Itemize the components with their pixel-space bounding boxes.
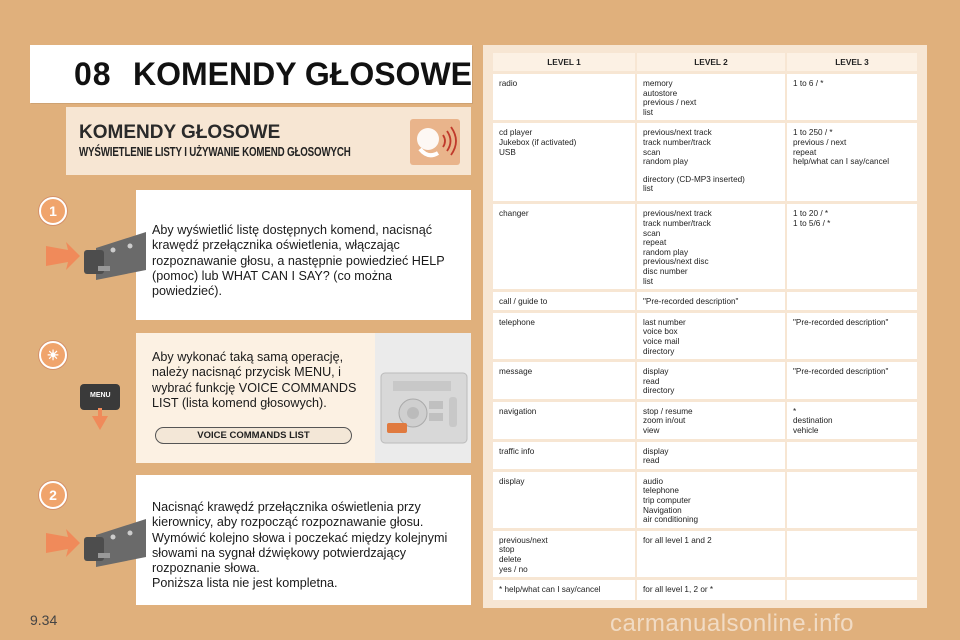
table-cell: navigation bbox=[493, 402, 637, 439]
step-1-badge: 1 bbox=[39, 197, 67, 225]
cell-text: previous/next track track number/track scan random play bbox=[643, 128, 712, 167]
table-cell: display read directory bbox=[637, 362, 787, 399]
table-cell bbox=[787, 531, 919, 577]
menu-key-label: MENU bbox=[90, 392, 111, 399]
column-header: LEVEL 3 bbox=[787, 53, 919, 71]
tip-badge bbox=[39, 341, 67, 369]
table-row bbox=[493, 442, 919, 469]
cell-text: directory (CD-MP3 inserted) list bbox=[643, 174, 745, 194]
table-cell: traffic info bbox=[493, 442, 637, 469]
table-cell: memory autostore previous / next list bbox=[637, 74, 787, 120]
step-2-badge: 2 bbox=[39, 481, 67, 509]
table-cell: telephone bbox=[493, 313, 637, 359]
table-cell: for all level 1, 2 or * bbox=[637, 580, 787, 600]
table-cell: changer bbox=[493, 204, 637, 289]
table-cell: previous/next track track number/track scan repeat random play previous/next disc disc number list bbox=[637, 204, 787, 289]
table-row bbox=[493, 292, 919, 310]
table-row bbox=[493, 123, 919, 201]
table-cell bbox=[787, 580, 919, 600]
light-stalk-image-1 bbox=[38, 228, 148, 288]
table-row bbox=[493, 204, 919, 289]
voice-commands-list-button[interactable]: VOICE COMMANDS LIST bbox=[155, 427, 352, 444]
section-title: KOMENDY GŁOSOWE bbox=[79, 122, 281, 143]
voice-commands-table bbox=[493, 50, 919, 603]
table-cell: "Pre-recorded description" bbox=[787, 362, 919, 399]
table-row bbox=[493, 531, 919, 577]
table-cell: display bbox=[493, 472, 637, 528]
table-cell bbox=[787, 292, 919, 310]
chapter-title: KOMENDY GŁOSOWE bbox=[133, 56, 472, 92]
table-cell: radio bbox=[493, 74, 637, 120]
voice-command-icon bbox=[410, 119, 460, 165]
table-cell: display read bbox=[637, 442, 787, 469]
section-subtitle: WYŚWIETLENIE LISTY I UŻYWANIE KOMEND GŁOSOWYCH bbox=[79, 145, 351, 159]
table-cell: cd player Jukebox (if activated) USB bbox=[493, 123, 637, 201]
table-cell: call / guide to bbox=[493, 292, 637, 310]
table-header-row bbox=[493, 53, 919, 71]
step-2-text: Nacisnąć krawędź przełącznika oświetlenia przy kierownicy, aby rozpocząć rozpoznawanie głosu. Wymówić kolejno słowa i poczekać między kolejnymi słowami na sygnał dźwiękowy potwierdzający rozpoznanie słowa. Poniższa lista nie jest kompletna. bbox=[152, 500, 448, 591]
table-row bbox=[493, 580, 919, 600]
column-header: LEVEL 2 bbox=[637, 53, 787, 71]
chapter-number: 08 bbox=[74, 56, 112, 92]
column-header: LEVEL 1 bbox=[493, 53, 637, 71]
table-row bbox=[493, 313, 919, 359]
sun-icon: ☀ bbox=[46, 347, 60, 363]
table-cell: 1 to 6 / * bbox=[787, 74, 919, 120]
table-cell: audio telephone trip computer Navigation air conditioning bbox=[637, 472, 787, 528]
menu-key-image bbox=[78, 382, 138, 430]
watermark: carmanualsonline.info bbox=[610, 610, 854, 637]
table-cell bbox=[787, 472, 919, 528]
table-cell: last number voice box voice mail directory bbox=[637, 313, 787, 359]
table-cell: for all level 1 and 2 bbox=[637, 531, 787, 577]
step-1-text: Aby wyświetlić listę dostępnych komend, nacisnąć krawędź przełącznika oświetlenia, włączając rozpoznawanie głosu, a następnie powiedzieć HELP (pomoc) lub WHAT CAN I SAY? (co można powiedzieć). bbox=[152, 223, 445, 299]
table-cell bbox=[787, 442, 919, 469]
table-cell: 1 to 20 / * 1 to 5/6 / * bbox=[787, 204, 919, 289]
light-stalk-image-2 bbox=[38, 515, 148, 575]
table-cell: * destination vehicle bbox=[787, 402, 919, 439]
page-number: 9.34 bbox=[30, 612, 58, 628]
table-cell: "Pre-recorded description" bbox=[787, 313, 919, 359]
table-cell: * help/what can I say/cancel bbox=[493, 580, 637, 600]
radio-unit-image bbox=[375, 333, 471, 463]
table-row bbox=[493, 362, 919, 399]
table-cell bbox=[637, 123, 787, 201]
table-row bbox=[493, 402, 919, 439]
table-cell: previous/next stop delete yes / no bbox=[493, 531, 637, 577]
table-cell: stop / resume zoom in/out view bbox=[637, 402, 787, 439]
table-cell: 1 to 250 / * previous / next repeat help/what can I say/cancel bbox=[787, 123, 919, 201]
table-row bbox=[493, 74, 919, 120]
table-cell: message bbox=[493, 362, 637, 399]
menu-step-text: Aby wykonać taką samą operację, należy nacisnąć przycisk MENU, i wybrać funkcję VOICE COMMANDS LIST (lista komend głosowych). bbox=[152, 350, 357, 410]
table-row bbox=[493, 472, 919, 528]
table-cell: "Pre-recorded description" bbox=[637, 292, 787, 310]
